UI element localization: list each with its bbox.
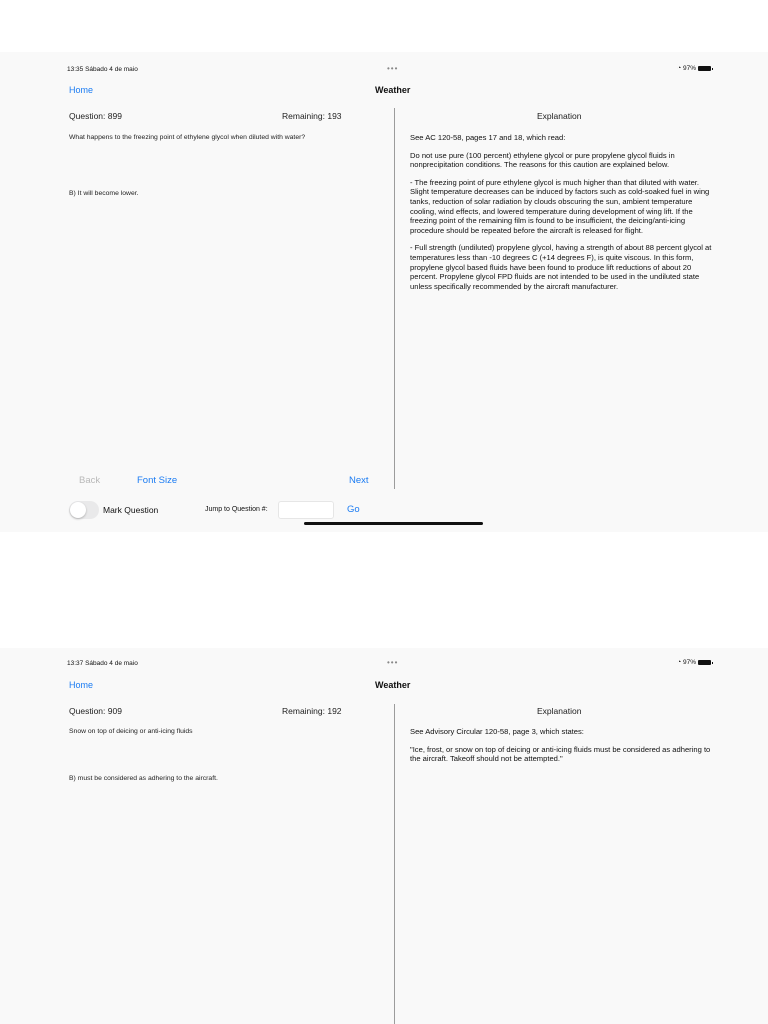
home-link[interactable]: Home [69, 680, 94, 690]
next-button[interactable]: Next [349, 475, 369, 486]
screenshot-1 [0, 52, 768, 532]
font-size-button[interactable]: Font Size [137, 475, 178, 486]
page-title: Weather [375, 85, 411, 95]
status-time-date: 13:35 Sábado 4 de maio [67, 66, 138, 73]
home-indicator[interactable] [304, 522, 483, 525]
go-button[interactable]: Go [347, 504, 360, 515]
jump-question-input[interactable] [278, 501, 334, 519]
status-right [677, 65, 711, 72]
battery-icon [698, 66, 711, 71]
back-button[interactable]: Back [79, 475, 101, 486]
jump-label: Jump to Question #: [205, 506, 268, 513]
home-link[interactable]: Home [69, 85, 94, 95]
explanation-paragraph: Do not use pure (100 percent) ethylene glycol or pure propylene glycol fluids in nonprecipitation conditions. The reasons for this caution are explained below. [410, 150, 675, 170]
explanation-body [410, 727, 714, 772]
explanation-paragraph: See AC 120-58, pages 17 and 18, which read: [410, 133, 566, 142]
multitasking-dots: ••• [387, 658, 399, 667]
question-number: Question: 909 [69, 706, 122, 716]
screenshot-2 [0, 648, 768, 1024]
explanation-header: Explanation [537, 111, 582, 121]
question-text: Snow on top of deicing or anti-icing fluids [69, 728, 193, 735]
explanation-paragraph: "Ice, frost, or snow on top of deicing or anti-icing fluids must be considered as adhering to the aircraft. Takeoff should not be attempted." [410, 744, 711, 764]
question-text: What happens to the freezing point of ethylene glycol when diluted with water? [69, 134, 306, 141]
wifi-icon: ◔ [677, 65, 682, 72]
answer-text: B) must be considered as adhering to the aircraft. [69, 775, 218, 782]
question-number: Question: 899 [69, 111, 122, 121]
explanation-body [410, 133, 714, 299]
remaining-count: Remaining: 193 [282, 111, 342, 121]
remaining-count: Remaining: 192 [282, 706, 342, 716]
wifi-icon: ◔ [677, 659, 682, 666]
pane-divider [394, 108, 395, 489]
page-title: Weather [375, 680, 411, 690]
battery-icon [698, 660, 711, 665]
mark-question-label: Mark Question [103, 505, 159, 515]
explanation-paragraph: See Advisory Circular 120-58, page 3, which states: [410, 727, 584, 736]
pane-divider [394, 704, 395, 1024]
mark-question-toggle[interactable] [69, 501, 99, 519]
answer-text: B) It will become lower. [69, 190, 139, 197]
explanation-paragraph: - The freezing point of pure ethylene glycol is much higher than that diluted with water. Slight temperature decreases can be induced by factors such as cold-soaked fuel in wing tanks, reduction of solar radiation by clouds obscuring the sun, ambient temperature cooling, wind effects, and lowered temperature during development of wing lift. If the freezing point of the remaining film is found to be insufficient, the deicing/anti-icing procedure should be repeated before the aircraft is released for flight. [410, 177, 710, 235]
multitasking-dots: ••• [387, 64, 399, 73]
status-time-date: 13:37 Sábado 4 de maio [67, 660, 138, 667]
explanation-header: Explanation [537, 706, 582, 716]
status-right [677, 659, 711, 666]
battery-percent: 97% [683, 65, 697, 73]
explanation-paragraph: - Full strength (undiluted) propylene glycol, having a strength of about 88 percent glycol at temperatures less than -10 degrees C (+14 degrees F), is quite viscous. In this form, propylene glycol based fluids have been found to produce lift reductions of about 20 percent. Propylene glycol FPD fluids are not intended to be used in the undiluted state unless specifically recommended by the aircraft manufacturer. [410, 243, 712, 291]
battery-percent: 97% [683, 659, 697, 667]
